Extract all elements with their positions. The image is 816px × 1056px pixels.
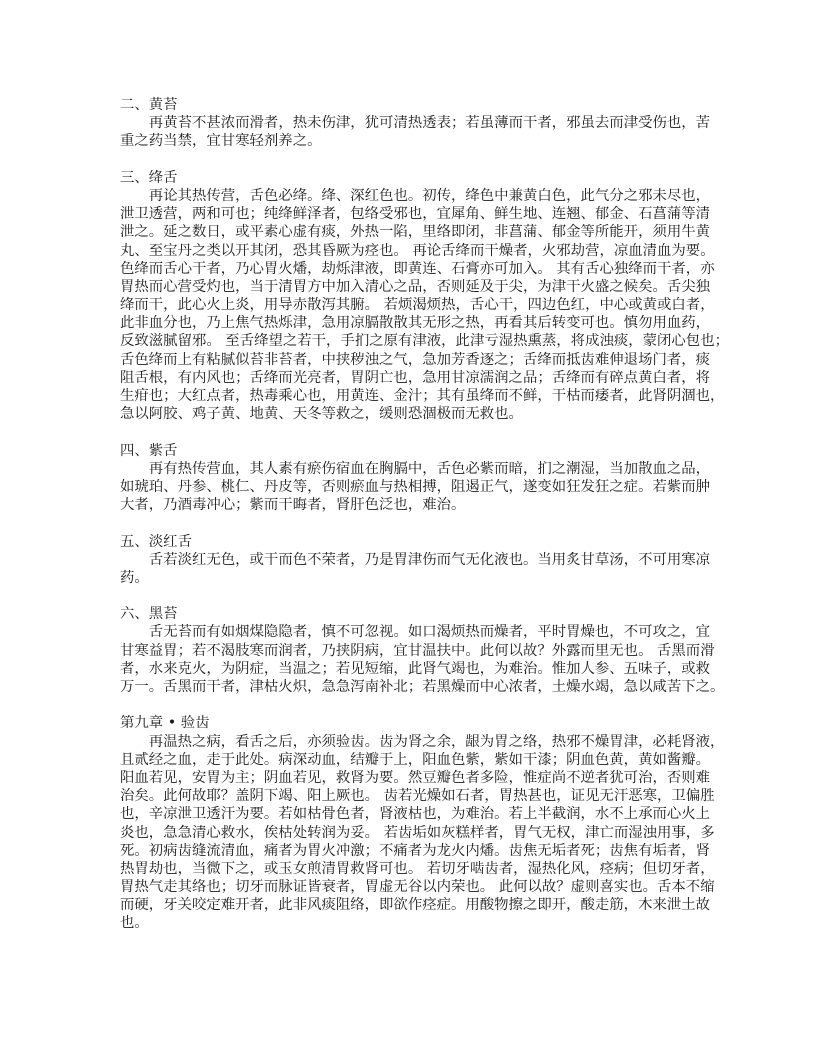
text-line: 甘寒益胃；若不渴肢寒而润者，乃挟阴病，宜甘温扶中。此何以故？外露而里无也。 舌黑而滑	[120, 642, 715, 659]
section-heading: 三、绛舌	[120, 169, 178, 186]
paragraph	[120, 114, 711, 150]
paragraph	[120, 733, 725, 933]
section-heading: 二、黄苔	[120, 97, 178, 113]
document-section	[120, 442, 711, 515]
text-line: 阻舌根，有内风也；舌绛而光亮者，胃阴亡也，急用甘凉濡润之品；舌绛而有碎点黄白者，将	[120, 369, 711, 386]
text-line: 治矣。此何故耶？盖阴下竭、阳上厥也。 齿若光燥如石者，胃热甚也，证见无汗恶寒，卫偏胜	[120, 788, 715, 805]
paragraph	[120, 187, 729, 423]
text-line: 且贰经之血，走于此处。病深动血，结瓣于上，阳血色紫，紫如干漆；阴血色黄，黄如酱瓣。	[120, 751, 711, 768]
text-line: 重之药当禁，宜甘寒轻剂养之。	[120, 133, 322, 150]
text-line: 泄卫透营，两和可也；纯绛鲜泽者，包络受邪也，宜犀角、鲜生地、连翘、郁金、石菖蒲等清	[120, 206, 711, 223]
section-heading: 四、紫舌	[120, 442, 178, 459]
text-line: 阳血若见，安胃为主；阴血若见，救肾为要。然豆瓣色者多险，惟症尚不逆者犹可治，否则难	[120, 769, 711, 786]
document-section	[120, 96, 711, 151]
text-line: 而硬，牙关咬定难开者，此非风痰阻络，即欲作痉症。用酸物擦之即开，酸走筋，木来泄土故	[120, 897, 711, 914]
text-line: 急以阿胶、鸡子黄、地黄、天冬等救之，缓则恐涸极而无救也。	[120, 406, 523, 423]
paragraph	[120, 551, 711, 587]
text-line: 也。	[120, 915, 149, 932]
text-line: 生疳也；大红点者，热毒乘心也，用黄连、金汁；其有虽绛而不鲜，干枯而痿者，此肾阴涸也，	[120, 388, 725, 404]
text-line: 此非血分也，乃上焦气热烁津，急用凉膈散散其无形之热，再看其后转变可也。慎勿用血药，	[120, 315, 711, 332]
text-line: 者，水来克火，为阴症，当温之；若见短缩，此肾气竭也，为难治。惟加人参、五味子，或救	[120, 660, 711, 677]
text-line: 泄之。延之数日，或平素心虚有痰，外热一陷，里络即闭，非菖蒲、郁金等所能开，须用牛黄	[120, 224, 711, 241]
text-line: 炎也，急急清心救水，俟枯处转润为妥。 若齿垢如灰糕样者，胃气无权，津亡而湿浊用事，多	[120, 824, 715, 841]
document-section	[120, 169, 729, 424]
text-line: 死。初病齿缝流清血，痛者为胃火冲激；不痛者为龙火内燔。齿焦无垢者死；齿焦有垢者，肾	[120, 842, 711, 859]
section-heading: 六、黑苔	[120, 606, 178, 623]
text-line: 再温热之病，看舌之后，亦须验齿。齿为肾之余，龈为胃之络，热邪不燥胃津，必耗肾液，	[148, 733, 725, 750]
document-section	[120, 533, 711, 588]
text-line: 丸、至宝丹之类以开其闭，恐其昏厥为痉也。 再论舌绛而干燥者，火邪劫营，凉血清血为要。	[120, 242, 715, 259]
text-line: 再论其热传营，舌色必绛。绛、深红色也。初传，绛色中兼黄白色，此气分之邪未尽也，	[148, 187, 711, 204]
text-line: 大者，乃酒毒冲心；紫而干晦者，肾肝色泛也，难治。	[120, 497, 466, 514]
text-line: 色绛而舌心干者，乃心胃火燔，劫烁津液，即黄连、石膏亦可加入。 其有舌心独绛而干者，亦	[120, 260, 715, 277]
document-section	[120, 605, 725, 696]
section-heading: 第九章 • 验齿	[120, 715, 210, 732]
text-line: 如琥珀、丹参、桃仁、丹皮等，否则瘀血与热相搏，阻遏正气，遂变如狂发狂之症。若紫而肿	[120, 478, 711, 495]
paragraph	[120, 623, 725, 696]
section-heading: 五、淡红舌	[120, 533, 192, 550]
text-line: 药。	[120, 569, 149, 586]
document-page	[120, 96, 729, 951]
text-line: 胃热而心营受灼也，当于清胃方中加入清心之品，否则延及于尖，为津干火盛之候矣。舌尖独	[120, 278, 711, 295]
text-line: 万一。舌黑而干者，津枯火炽，急急泻南补北；若黑燥而中心浓者，土燥水竭，急以咸苦下之。	[120, 679, 725, 695]
text-line: 舌无苔而有如烟煤隐隐者，慎不可忽视。如口渴烦热而燥者，平时胃燥也，不可攻之，宜	[148, 624, 711, 641]
text-line: 再黄苔不甚浓而滑者，热未伤津，犹可清热透表；若虽薄而干者，邪虽去而津受伤也，苦	[148, 115, 711, 132]
text-line: 也，辛凉泄卫透汗为要。若如枯骨色者，肾液枯也，为难治。若上半截润，水不上承而心火上	[120, 806, 711, 823]
text-line: 再有热传营血，其人素有瘀伤宿血在胸膈中，舌色必紫而暗，扪之潮湿，当加散血之品，	[148, 460, 711, 477]
text-line: 反致滋腻留邪。 至舌绛望之若干，手扪之原有津液，此津亏湿热熏蒸，将成浊痰，蒙闭心包也；	[120, 333, 729, 350]
document-section	[120, 714, 725, 932]
text-line: 热胃劫也，当微下之，或玉女煎清胃救肾可也。 若切牙啮齿者，湿热化风，痉病；但切牙者，	[120, 860, 715, 877]
text-line: 舌若淡红无色，或干而色不荣者，乃是胃津伤而气无化液也。当用炙甘草汤，不可用寒凉	[148, 551, 711, 568]
text-line: 舌色绛而上有粘腻似苔非苔者，中挟秽浊之气，急加芳香逐之；舌绛而抵齿难伸退场门者，痰	[120, 351, 711, 368]
text-line: 胃热气走其络也；切牙而脉证皆衰者，胃虚无谷以内荣也。 此何以故？虚则喜实也。舌本不缩	[120, 879, 715, 896]
paragraph	[120, 460, 711, 515]
text-line: 绛而干，此心火上炎，用导赤散泻其腑。 若烦渴烦热，舌心干，四边色红，中心或黄或白者，	[120, 297, 715, 314]
